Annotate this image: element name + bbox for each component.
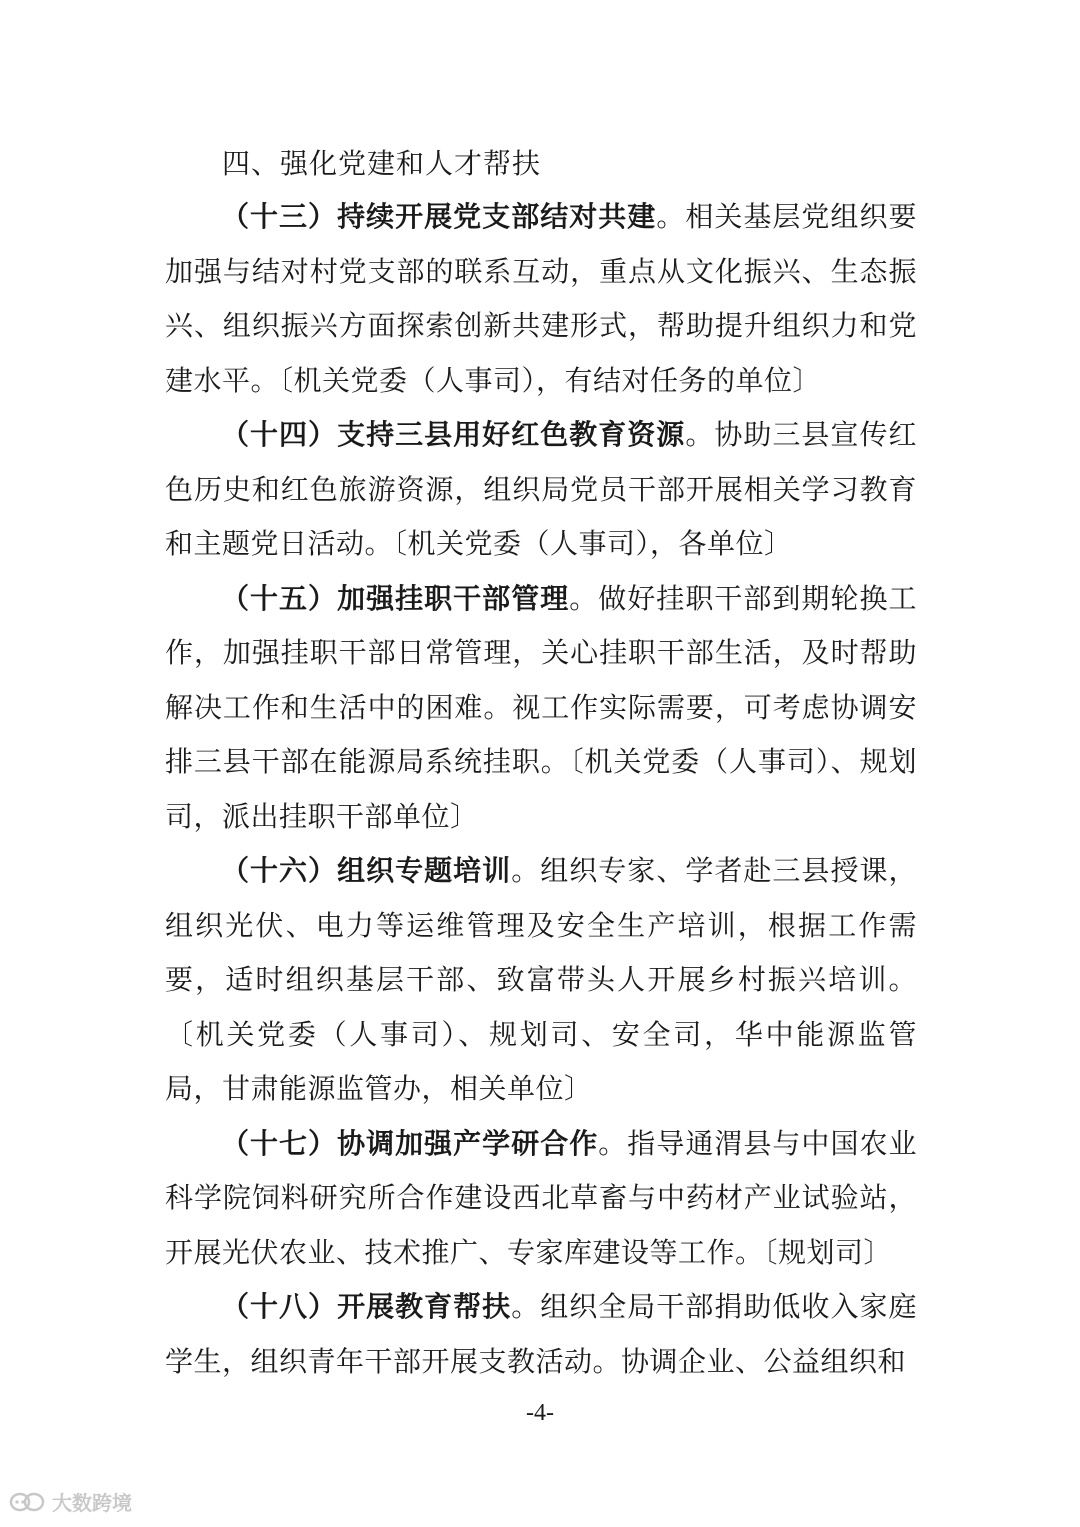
paragraph-16-title: （十六）组织专题培训: [221, 854, 512, 887]
paragraph-14-text: 。协助三县宣传红色历史和红色旅游资源，组织局党员干部开展相关学习教育和主题党日活动。〔机关党委（人事司），各单位〕: [165, 418, 917, 560]
paragraph-16: [165, 844, 917, 1117]
paragraph-13-title: （十三）持续开展党支部结对共建: [221, 200, 657, 233]
paragraph-14-title: （十四）支持三县用好红色教育资源: [221, 418, 686, 451]
paragraph-17: [165, 1117, 917, 1281]
paragraph-15-title: （十五）加强挂职干部管理: [221, 581, 570, 615]
watermark: [8, 1487, 132, 1516]
paragraph-15-text: 。做好挂职干部到期轮换工作，加强挂职干部日常管理，关心挂职干部生活，及时帮助解决工作和生活中的困难。视工作实际需要，可考虑协调安排三县干部在能源局系统挂职。〔机关党委（人事司）、规划司，派出挂职干部单位〕: [165, 581, 917, 833]
paragraph-16-text: 。组织专家、学者赴三县授课，组织光伏、电力等运维管理及安全生产培训，根据工作需要，适时组织基层干部、致富带头人开展乡村振兴培训。〔机关党委（人事司）、规划司、安全司，华中能源监管局，甘肃能源监管办，相关单位〕: [165, 854, 917, 1105]
bubble-logo-icon: [8, 1490, 48, 1514]
paragraph-18-title: （十八）开展教育帮扶: [221, 1290, 512, 1323]
paragraph-18: [165, 1280, 917, 1389]
paragraph-14: [165, 408, 917, 572]
watermark-text: 大数跨境: [52, 1491, 132, 1515]
section-heading: 四、强化党建和人才帮扶: [222, 147, 542, 180]
page-number: -4-: [526, 1400, 554, 1426]
body-text: [165, 190, 917, 1389]
paragraph-17-text: 。指导通渭县与中国农业科学院饲料研究所合作建设西北草畜与中药材产业试验站，开展光伏农业、技术推广、专家库建设等工作。〔规划司〕: [165, 1126, 917, 1269]
paragraph-13: [165, 190, 917, 408]
paragraph-18-text: 。组织全局干部捐助低收入家庭学生，组织青年干部开展支教活动。协调企业、公益组织和: [165, 1290, 917, 1378]
paragraph-17-title: （十七）协调加强产学研合作: [221, 1126, 599, 1160]
paragraph-15: [165, 572, 917, 845]
paragraph-13-text: 。相关基层党组织要加强与结对村党支部的联系互动，重点从文化振兴、生态振兴、组织振兴方面探索创新共建形式，帮助提升组织力和党建水平。〔机关党委（人事司），有结对任务的单位〕: [165, 200, 917, 397]
